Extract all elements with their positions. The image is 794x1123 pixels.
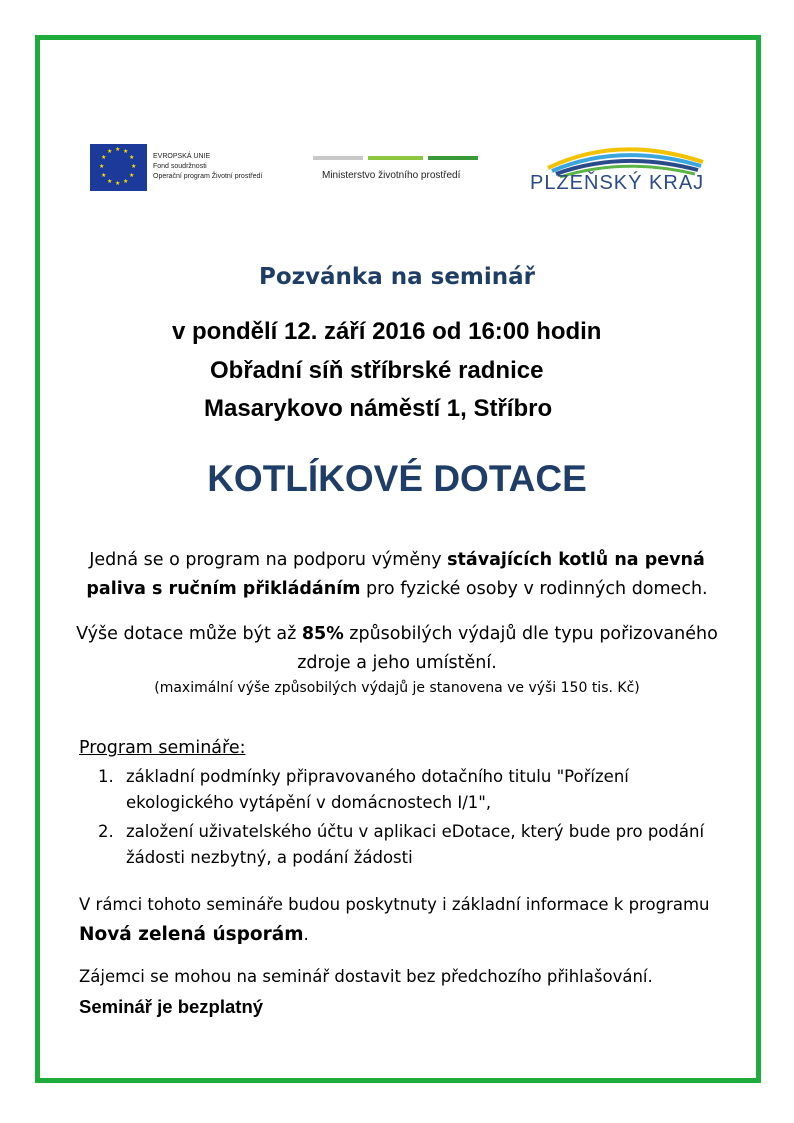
info-text-end: . [303, 925, 309, 944]
program-list [98, 764, 718, 874]
attendance-text: Zájemci se mohou na seminář dostavit bez předchozího přihlašování. [79, 967, 653, 986]
list-item-text: základní podmínky připravovaného dotačního titulu "Pořízení ekologického vytápění v domácnostech I/1", [126, 767, 629, 812]
list-item-number: 2. [98, 822, 114, 841]
seminar-title: KOTLÍKOVÉ DOTACE [207, 458, 587, 499]
list-item [98, 819, 718, 871]
list-item-number: 1. [98, 767, 114, 786]
ministry-logo-bars [313, 156, 478, 162]
invitation-heading: Pozvánka na seminář [258, 264, 536, 290]
free-notice: Seminář je bezplatný [79, 996, 264, 1017]
eu-logo-text [153, 152, 262, 182]
intro-text: Jedná se o program na podporu výměny [89, 550, 448, 570]
intro-paragraph [60, 546, 734, 604]
info-paragraph [79, 890, 729, 950]
program-heading: Program semináře: [79, 738, 246, 758]
subsidy-text: Výše dotace může být až [76, 624, 302, 644]
subsidy-note: (maximální výše způsobilých výdajů je stanovena ve výši 150 tis. Kč) [154, 680, 640, 696]
place-line: Obřadní síň stříbrské radnice [210, 357, 544, 384]
program-name: Nová zelená úsporám [79, 924, 304, 945]
region-logo-text: PLZEŇSKÝ KRAJ [530, 172, 705, 194]
intro-bold-text: stávajících kotlů na pevná paliva s ručním přikládáním [86, 550, 705, 599]
subsidy-paragraph [60, 620, 734, 678]
eu-logo-line: EVROPSKÁ UNIE [153, 153, 211, 160]
eu-logo-line: Operační program Životní prostředí [153, 173, 263, 180]
list-item-text: založení uživatelského účtu v aplikaci eDotace, který bude pro podání žádosti nezbytný, a podání žádosti [126, 822, 705, 867]
subsidy-text-end: způsobilých výdajů dle typu pořizovaného zdroje a jeho umístění. [297, 624, 718, 673]
subsidy-percent: 85% [301, 624, 344, 644]
ministry-logo-text: Ministerstvo životního prostředí [322, 170, 461, 181]
eu-flag-logo: ★ ★ ★ ★ ★ ★ ★ ★ ★ ★ ★ ★ [90, 144, 147, 191]
eu-logo-line: Fond soudržnosti [153, 163, 207, 170]
info-text: V rámci tohoto semináře budou poskytnuty i základní informace k programu [79, 895, 710, 914]
intro-text-end: pro fyzické osoby v rodinných domech. [360, 579, 708, 599]
list-item [98, 764, 718, 816]
address-line: Masarykovo náměstí 1, Stříbro [204, 395, 553, 422]
date-line: v pondělí 12. září 2016 od 16:00 hodin [172, 318, 602, 345]
